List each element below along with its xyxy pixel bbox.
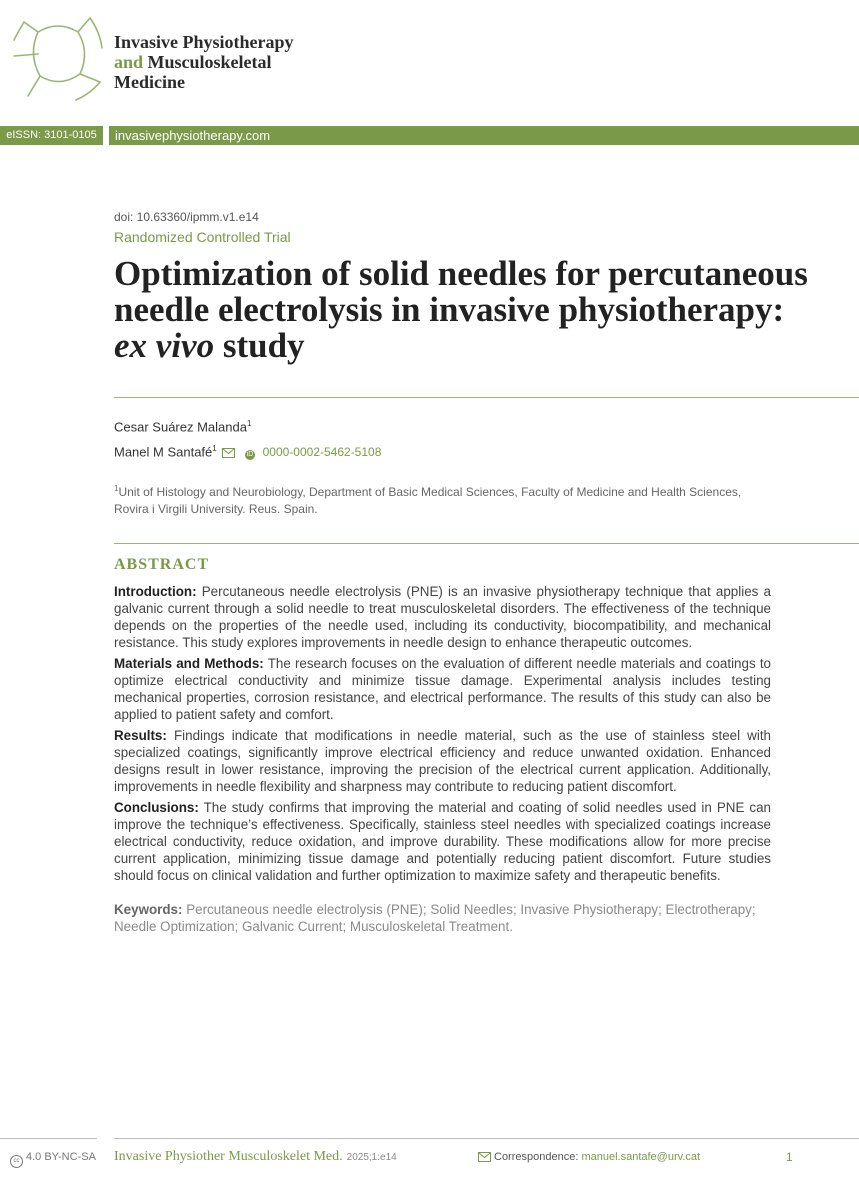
abstract-heading: ABSTRACT <box>114 556 210 573</box>
envelope-icon[interactable] <box>222 448 235 458</box>
article-title <box>114 256 814 364</box>
abstract-results <box>114 727 771 795</box>
correspondence-email[interactable]: manuel.santafe@urv.cat <box>581 1151 701 1163</box>
section-text: The research focuses on the evaluation of different needle materials and coatings to optimize electrical conductivity and minimize tissue damage. Experimental analysis includes testing mechanical properties, corrosion resistance, and electrical performance. The results of this study can also be applied to patient safety and comfort. <box>114 656 772 722</box>
correspondence-label: Correspondence: <box>494 1151 582 1163</box>
doi[interactable]: doi: 10.63360/ipmm.v1.e14 <box>114 210 259 224</box>
abstract-divider <box>114 543 859 544</box>
journal-name-and: and <box>114 52 144 72</box>
orcid-icon[interactable]: iD <box>246 451 254 459</box>
section-label: Introduction: <box>114 584 197 599</box>
journal-name <box>114 32 294 92</box>
keywords-label: Keywords: <box>114 902 183 917</box>
abstract-conclusions <box>114 799 771 884</box>
author-name: Cesar Suárez Malanda <box>114 419 247 435</box>
title-end: study <box>214 326 305 365</box>
author-2 <box>114 444 381 460</box>
license-text: 4.0 BY-NC-SA <box>26 1151 96 1163</box>
footer-journal-abbrev: Invasive Physiother Musculoskelet Med. <box>114 1149 343 1164</box>
section-text: Percutaneous needle electrolysis (PNE) is an invasive physiotherapy technique that applies a galvanic current through a solid needle to treat musculoskeletal disorders. The effectiveness of the technique depends on the properties of the needle used, including its conductivity, biocompatibility, and mechanical resistance. This study explores improvements in needle design to enhance therapeutic outcomes. <box>114 584 771 650</box>
journal-name-line2-rest: Musculoskeletal <box>147 52 272 72</box>
license[interactable] <box>10 1151 96 1168</box>
title-italic: ex vivo <box>114 326 215 365</box>
keywords-text: Percutaneous needle electrolysis (PNE); Solid Needles; Invasive Physiotherapy; Electrotherapy; Needle Optimization; Galvanic Current; Musculoskeletal Treatment. <box>114 902 756 934</box>
journal-name-line1: Invasive Physiotherapy <box>114 32 294 52</box>
author-affil-marker: 1 <box>212 444 217 453</box>
orcid-link[interactable]: 0000-0002-5462-5108 <box>262 445 382 460</box>
footer-citation: 2025;1:e14 <box>346 1152 397 1163</box>
abstract-methods <box>114 655 771 723</box>
journal-name-line2 <box>114 52 294 72</box>
author-1 <box>114 419 251 434</box>
eissn-bar: eISSN: 3101-0105 <box>0 126 103 145</box>
affiliation <box>114 480 774 518</box>
footer-divider-left <box>0 1138 97 1139</box>
title-main: Optimization of solid needles for percutaneous needle electrolysis in invasive physiotherapy: <box>114 254 808 329</box>
creative-commons-icon: cc <box>10 1155 23 1168</box>
journal-name-line3: Medicine <box>114 72 185 92</box>
author-name: Manel M Santafé <box>114 444 213 460</box>
article-type: Randomized Controlled Trial <box>114 229 291 245</box>
correspondence <box>476 1151 700 1163</box>
abstract-body <box>114 583 771 888</box>
footer-journal <box>114 1149 397 1165</box>
affiliation-text: Unit of Histology and Neurobiology, Department of Basic Medical Sciences, Faculty of Medicine and Health Sciences, Rovira i Virgili University. Reus. Spain. <box>114 485 742 516</box>
section-text: Findings indicate that modifications in needle material, such as the use of stainless steel with specialized coatings, significantly improve electrical efficiency and reduce unwanted oxidation. Enhanced designs result in lower resistance, improving the precision of the electrical current application. Additionally, improvements in needle flexibility and sharpness may contribute to reducing patient discomfort. <box>114 728 771 794</box>
section-text: The study confirms that improving the material and coating of solid needles used in PNE can improve the technique’s effectiveness. Specifically, stainless steel needles with specialized coatings increase electrical conductivity, reduce oxidation, and improve durability. These modifications allow for more precise current application, minimizing tissue damage and potentially reducing patient discomfort. Future studies should focus on clinical validation and further optimization to maximize safety and therapeutic benefits. <box>114 800 771 883</box>
section-label: Materials and Methods: <box>114 656 264 671</box>
journal-logo-icon <box>10 12 106 104</box>
keywords <box>114 901 771 935</box>
page-number: 1 <box>786 1150 793 1164</box>
abstract-introduction <box>114 583 771 651</box>
affiliation-marker: 1 <box>114 484 119 493</box>
section-label: Results: <box>114 728 167 743</box>
website-link[interactable]: invasivephysiotherapy.com <box>109 126 859 145</box>
title-divider <box>114 397 859 398</box>
footer-divider-right <box>114 1138 859 1139</box>
section-label: Conclusions: <box>114 800 199 815</box>
envelope-icon <box>478 1152 491 1162</box>
author-affil-marker: 1 <box>246 419 252 428</box>
